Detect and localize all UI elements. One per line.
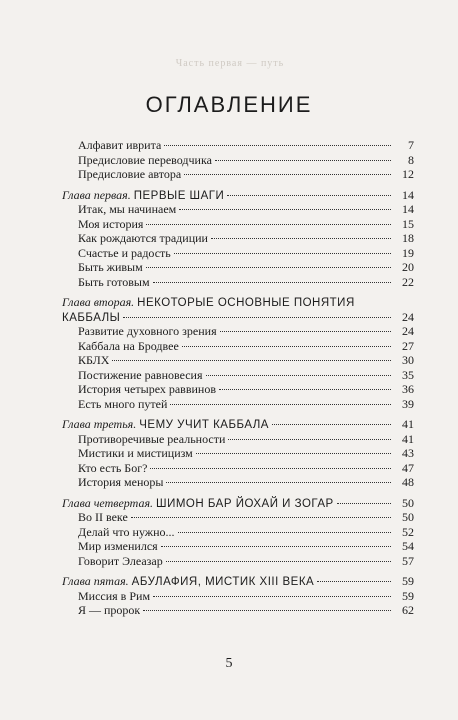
dot-leader xyxy=(164,145,391,146)
dot-leader xyxy=(219,389,391,390)
toc-entry-page: 41 xyxy=(402,431,414,446)
toc-entry[interactable] xyxy=(62,275,414,290)
chapter-heading[interactable] xyxy=(62,574,414,589)
toc-entry-page: 12 xyxy=(402,167,414,181)
toc-entry-title: Миссия в Рим xyxy=(78,588,151,603)
dot-leader xyxy=(206,375,392,376)
dot-leader xyxy=(153,596,391,597)
chapter-page: 50 xyxy=(402,495,414,510)
toc-entry-title: КБЛХ xyxy=(78,353,110,367)
table-of-contents xyxy=(62,138,414,618)
toc-entry-page: 36 xyxy=(402,382,414,396)
chapter-title: НЕКОТОРЫЕ ОСНОВНЫЕ ПОНЯТИЯ xyxy=(137,297,355,309)
toc-entry-page: 59 xyxy=(402,588,414,603)
toc-entry-title: Алфавит иврита xyxy=(78,138,162,152)
toc-entry-page: 22 xyxy=(402,274,414,289)
chapter-number: Глава первая. xyxy=(62,187,131,202)
page-title: ОГЛАВЛЕНИЕ xyxy=(145,92,313,117)
toc-entry-title: Развитие духовного зрения xyxy=(78,324,217,338)
chapter-title: ПЕРВЫЕ ШАГИ xyxy=(133,189,225,202)
toc-entry-page: 18 xyxy=(402,231,414,245)
toc-entry-title: Есть много путей xyxy=(78,396,168,411)
chapter-title: ЧЕМУ УЧИТ КАББАЛА xyxy=(139,419,269,431)
toc-entry-page: 15 xyxy=(402,216,414,231)
toc-entry[interactable] xyxy=(62,446,414,461)
chapter-page: 59 xyxy=(402,574,414,588)
toc-entry-page: 19 xyxy=(402,245,414,260)
toc-entry-page: 24 xyxy=(402,324,414,338)
toc-entry[interactable] xyxy=(62,138,414,153)
toc-entry[interactable] xyxy=(62,475,414,490)
page-number: 5 xyxy=(225,656,233,671)
toc-entry-page: 20 xyxy=(402,260,414,274)
toc-entry[interactable] xyxy=(62,167,414,182)
toc-entry-title: Быть живым xyxy=(78,260,143,274)
toc-entry[interactable] xyxy=(62,382,414,397)
toc-entry[interactable] xyxy=(62,510,414,525)
chapter-number: Глава четвертая. xyxy=(62,495,154,510)
toc-entry-page: 52 xyxy=(402,524,414,539)
dot-leader xyxy=(161,546,391,547)
toc-entry[interactable] xyxy=(62,324,414,339)
toc-entry-page: 14 xyxy=(402,202,414,216)
chapter-title-continued: КАББАЛЫ xyxy=(62,311,121,324)
toc-entry-page: 39 xyxy=(402,396,414,411)
toc-entry-title: Делай что нужно... xyxy=(78,524,175,539)
dot-leader xyxy=(220,331,391,332)
toc-entry-title: Постижение равновесия xyxy=(78,367,203,382)
toc-entry[interactable] xyxy=(62,231,414,246)
dot-leader xyxy=(146,267,391,268)
toc-entry[interactable] xyxy=(62,153,414,168)
toc-entry-title: Счастье и радость xyxy=(78,245,171,260)
toc-entry-title: Противоречивые реальности xyxy=(78,431,226,446)
toc-entry-title: История четырех раввинов xyxy=(78,382,217,396)
toc-entry[interactable] xyxy=(62,339,414,354)
toc-entry[interactable] xyxy=(62,554,414,569)
toc-entry-title: Кто есть Бог? xyxy=(78,460,148,475)
dot-leader xyxy=(174,253,391,254)
toc-entry-title: Моя история xyxy=(78,216,144,231)
chapter-title: АБУЛАФИЯ, МИСТИК XIII ВЕКА xyxy=(131,576,315,588)
dot-leader xyxy=(153,282,391,283)
dot-leader xyxy=(131,517,391,518)
dot-leader xyxy=(272,424,391,425)
toc-entry-title: Я — пророк xyxy=(78,603,141,617)
toc-entry[interactable] xyxy=(62,397,414,412)
toc-entry-page: 43 xyxy=(402,446,414,460)
dot-leader xyxy=(179,209,391,210)
toc-entry[interactable] xyxy=(62,353,414,368)
dot-leader xyxy=(146,224,391,225)
toc-entry-title: Каббала на Бродвее xyxy=(78,338,179,353)
dot-leader xyxy=(317,581,391,582)
toc-entry[interactable] xyxy=(62,260,414,275)
toc-entry-title: История меноры xyxy=(78,475,164,489)
chapter-number: Глава третья. xyxy=(62,417,137,431)
dot-leader xyxy=(228,439,391,440)
toc-entry[interactable] xyxy=(62,589,414,604)
dot-leader xyxy=(227,195,391,196)
toc-entry-title: Говорит Элеазар xyxy=(78,553,163,568)
bleed-through-text: Часть первая — путь xyxy=(175,58,285,69)
toc-entry[interactable] xyxy=(62,368,414,383)
toc-entry-page: 8 xyxy=(408,152,414,167)
chapter-page: 14 xyxy=(402,187,414,202)
chapter-heading[interactable] xyxy=(62,295,414,324)
toc-entry-page: 50 xyxy=(402,510,414,524)
dot-leader xyxy=(178,532,392,533)
toc-entry-page: 57 xyxy=(402,553,414,568)
dot-leader xyxy=(166,561,391,562)
dot-leader xyxy=(123,317,391,318)
toc-entry-page: 35 xyxy=(402,367,414,382)
toc-entry-page: 30 xyxy=(402,353,414,367)
chapter-number: Глава вторая. xyxy=(62,295,135,309)
toc-entry-title: Мир изменился xyxy=(78,539,158,553)
chapter-heading[interactable] xyxy=(62,417,414,432)
chapter-heading[interactable] xyxy=(62,496,414,511)
chapter-page: 24 xyxy=(402,309,414,324)
chapter-number: Глава пятая. xyxy=(62,574,129,588)
toc-entry-title: Итак, мы начинаем xyxy=(78,202,177,216)
toc-entry-page: 7 xyxy=(408,138,414,152)
toc-entry-page: 47 xyxy=(402,460,414,475)
dot-leader xyxy=(166,482,391,483)
dot-leader xyxy=(170,404,391,405)
toc-entry[interactable] xyxy=(62,432,414,447)
toc-entry-page: 62 xyxy=(402,603,414,617)
chapter-title: ШИМОН БАР ЙОХАЙ И ЗОГАР xyxy=(156,497,334,510)
toc-entry-page: 54 xyxy=(402,539,414,553)
chapter-heading[interactable] xyxy=(62,188,414,203)
dot-leader xyxy=(112,360,391,361)
toc-entry-page: 27 xyxy=(402,338,414,353)
toc-entry[interactable] xyxy=(62,539,414,554)
toc-entry-page: 48 xyxy=(402,475,414,489)
dot-leader xyxy=(182,346,391,347)
toc-entry[interactable] xyxy=(62,246,414,261)
dot-leader xyxy=(215,160,391,161)
toc-entry-title: Мистики и мистицизм xyxy=(78,446,193,460)
toc-entry-title: Быть готовым xyxy=(78,274,150,289)
dot-leader xyxy=(184,174,391,175)
dot-leader xyxy=(337,503,391,504)
toc-entry[interactable] xyxy=(62,525,414,540)
toc-entry[interactable] xyxy=(62,461,414,476)
toc-entry[interactable] xyxy=(62,202,414,217)
dot-leader xyxy=(211,238,391,239)
dot-leader xyxy=(196,453,391,454)
toc-entry-title: Как рождаются традиции xyxy=(78,231,208,245)
toc-entry[interactable] xyxy=(62,603,414,618)
toc-entry-title: Во II веке xyxy=(78,510,128,524)
toc-entry-title: Предисловие переводчика xyxy=(78,152,212,167)
dot-leader xyxy=(143,610,391,611)
dot-leader xyxy=(150,468,391,469)
chapter-page: 41 xyxy=(402,417,414,431)
toc-entry-title: Предисловие автора xyxy=(78,167,182,181)
toc-entry[interactable] xyxy=(62,217,414,232)
